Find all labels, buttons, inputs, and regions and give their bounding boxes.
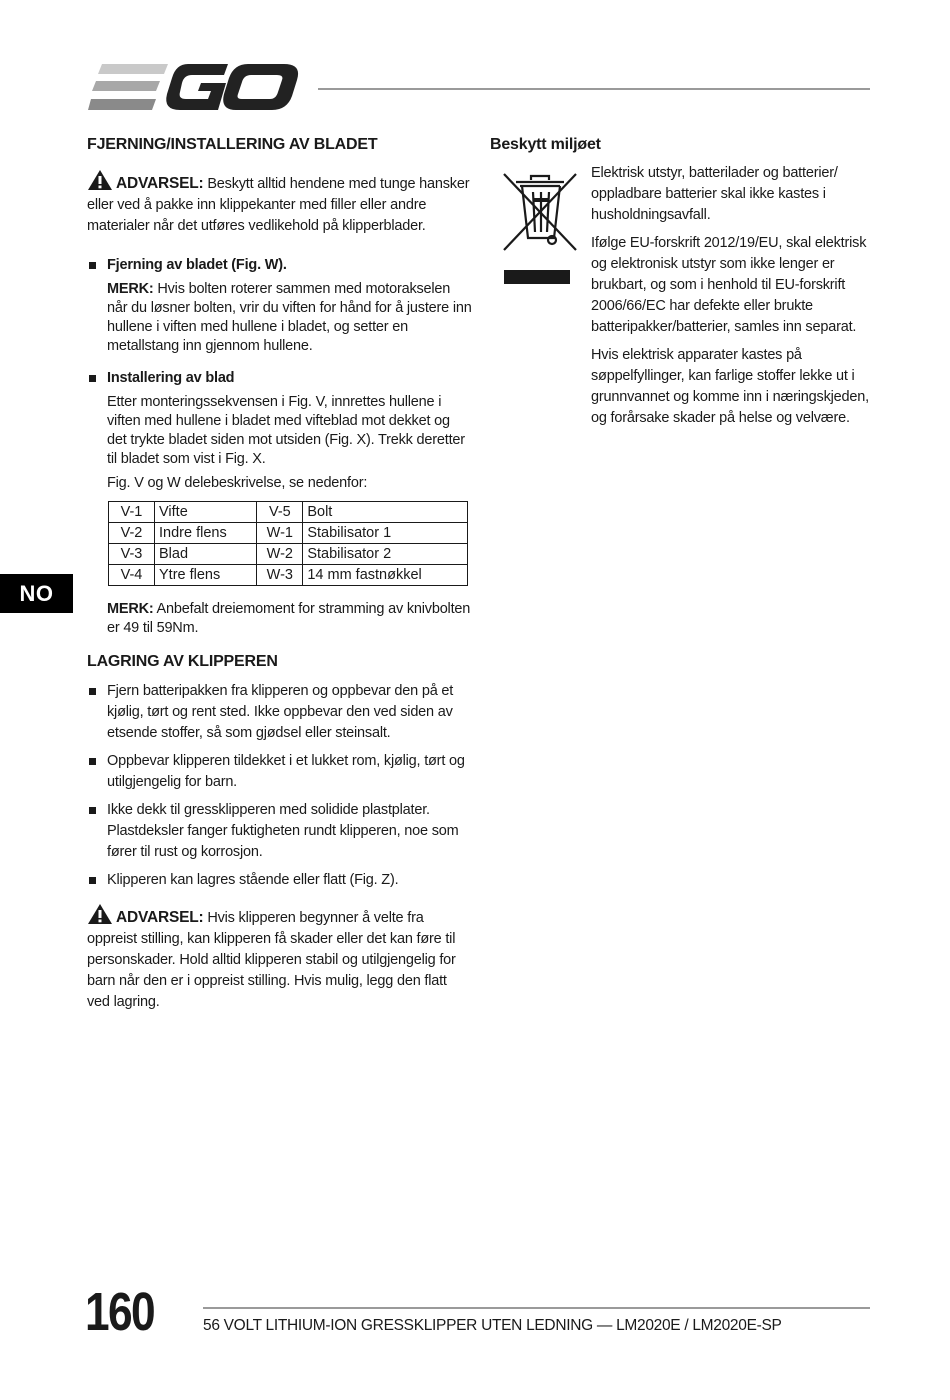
storage-bullet-text: Oppbevar klipperen tildekket i et lukket rom, kjølig, tørt og utilgjengelig for barn. xyxy=(107,753,465,790)
bullet-square-icon xyxy=(89,375,96,382)
environment-paragraph: Ifølge EU-forskrift 2012/19/EU, skal elektrisk og elektronisk utstyr som ikke lenger er brukbart, og som i henhold til EU-forskrift 2006/66/EC har defekte eller brukte batteripakker/batterier, samles inn separat. xyxy=(591,235,867,335)
storage-bullet-text: Klipperen kan lagres stående eller flatt (Fig. Z). xyxy=(107,872,399,888)
bullet-square-icon xyxy=(89,262,96,269)
table-caption: Fig. V og W delebeskrivelse, se nedenfor: xyxy=(107,475,368,491)
torque-note-text: Anbefalt dreiemoment for stramming av knivbolten er 49 til 59Nm. xyxy=(107,601,471,636)
storage-bullet-text: Ikke dekk til gressklipperen med solidide plastplater. Plastdeksler fanger fuktigheten rundt klipperen, noe som fører til rust og korrosjon. xyxy=(107,802,459,860)
part-name: Blad xyxy=(155,544,257,565)
storage-bullet xyxy=(87,800,472,863)
part-code: W-1 xyxy=(257,523,303,544)
bullet-install xyxy=(87,368,472,389)
table-row xyxy=(109,544,468,565)
merk-label: MERK: xyxy=(107,601,154,617)
part-name: Indre flens xyxy=(155,523,257,544)
ego-logo xyxy=(88,64,300,112)
part-code: V-2 xyxy=(109,523,155,544)
warning-text: Hvis klipperen begynner å velte fra oppreist stilling, kan klipperen få skader eller det kan føre til personskader. Hold alltid klipperen stabil og utilgjengelig for barn når den er i oppreist stilling. Hvis mulig, legg den flatt ved lagring. xyxy=(87,910,456,1010)
header-rule xyxy=(318,88,870,90)
removal-note xyxy=(87,280,472,356)
part-code: V-5 xyxy=(257,502,303,523)
section-heading-storage: LAGRING AV KLIPPEREN xyxy=(87,653,278,670)
part-name: Bolt xyxy=(303,502,468,523)
footer-title: 56 VOLT LITHIUM-ION GRESSKLIPPER UTEN LEDNING — LM2020E / LM2020E-SP xyxy=(203,1317,782,1334)
warning-triangle-icon xyxy=(87,903,113,925)
footer-rule xyxy=(203,1307,870,1309)
environment-paragraph: Elektrisk utstyr, batterilader og batterier/ oppladbare batterier skal ikke kastes i husholdningsavfall. xyxy=(591,165,838,223)
part-name: 14 mm fastnøkkel xyxy=(303,565,468,586)
storage-bullet xyxy=(87,870,472,891)
table-row xyxy=(109,523,468,544)
torque-note xyxy=(87,600,472,638)
storage-bullet-text: Fjern batteripakken fra klipperen og oppbevar den på et kjølig, tørt og rent sted. Ikke oppbevar den ved siden av etsende stoffer, så som gjødsel eller steinsalt. xyxy=(107,683,454,741)
bullet-square-icon xyxy=(89,758,96,765)
warning-blade xyxy=(87,169,472,237)
warning-text: Beskytt alltid hendene med tunge hansker eller ved å pakke inn klippekanter med filler eller andre materialer når det utføres vedlikehold på klipperblader. xyxy=(87,176,470,234)
part-code: V-3 xyxy=(109,544,155,565)
part-code: V-1 xyxy=(109,502,155,523)
crossed-bin-icon xyxy=(498,168,582,288)
bullet-square-icon xyxy=(89,877,96,884)
page-number: 160 xyxy=(85,1282,154,1342)
section-heading-environment: Beskytt miljøet xyxy=(490,136,601,153)
bullet-removal xyxy=(87,255,472,276)
warning-label: ADVARSEL: xyxy=(116,175,204,192)
warning-triangle-icon xyxy=(87,169,113,191)
warning-label: ADVARSEL: xyxy=(116,909,204,926)
table-row xyxy=(109,502,468,523)
environment-text xyxy=(591,163,871,429)
install-text: Etter monteringssekvensen i Fig. V, innrettes hullene i viften med hullene i bladet med vifteblad mot dekket og det trykte bladet siden mot utsiden (Fig. X). Trekk deretter til bladet som vist i Fig. X. xyxy=(107,394,465,467)
part-name: Ytre flens xyxy=(155,565,257,586)
left-column xyxy=(87,135,472,1013)
install-title: Installering av blad xyxy=(107,370,235,386)
removal-title: Fjerning av bladet (Fig. W). xyxy=(107,257,287,273)
part-code: V-4 xyxy=(109,565,155,586)
parts-table xyxy=(108,501,468,586)
part-code: W-2 xyxy=(257,544,303,565)
part-name: Stabilisator 1 xyxy=(303,523,468,544)
section-heading-blade: FJERNING/INSTALLERING AV BLADET xyxy=(87,136,378,153)
table-row xyxy=(109,565,468,586)
bullet-square-icon xyxy=(89,807,96,814)
bullet-square-icon xyxy=(89,688,96,695)
warning-storage xyxy=(87,903,472,1013)
part-name: Stabilisator 2 xyxy=(303,544,468,565)
storage-bullet xyxy=(87,751,472,793)
language-tab: NO xyxy=(0,574,73,613)
merk-label: MERK: xyxy=(107,281,154,297)
part-code: W-3 xyxy=(257,565,303,586)
storage-bullet xyxy=(87,681,472,744)
removal-note-text: Hvis bolten roterer sammen med motorakselen når du løsner bolten, vrir du viften for hånd for å justere inn hullene i viften med hullene i bladet, og setter en metallstang inn gjennom hullene. xyxy=(107,281,472,354)
part-name: Vifte xyxy=(155,502,257,523)
environment-paragraph: Hvis elektrisk apparater kastes på søppelfyllinger, kan farlige stoffer lekke ut i grunnvannet og komme inn i næringskjeden, og forårsake skader på helse og velvære. xyxy=(591,347,869,426)
